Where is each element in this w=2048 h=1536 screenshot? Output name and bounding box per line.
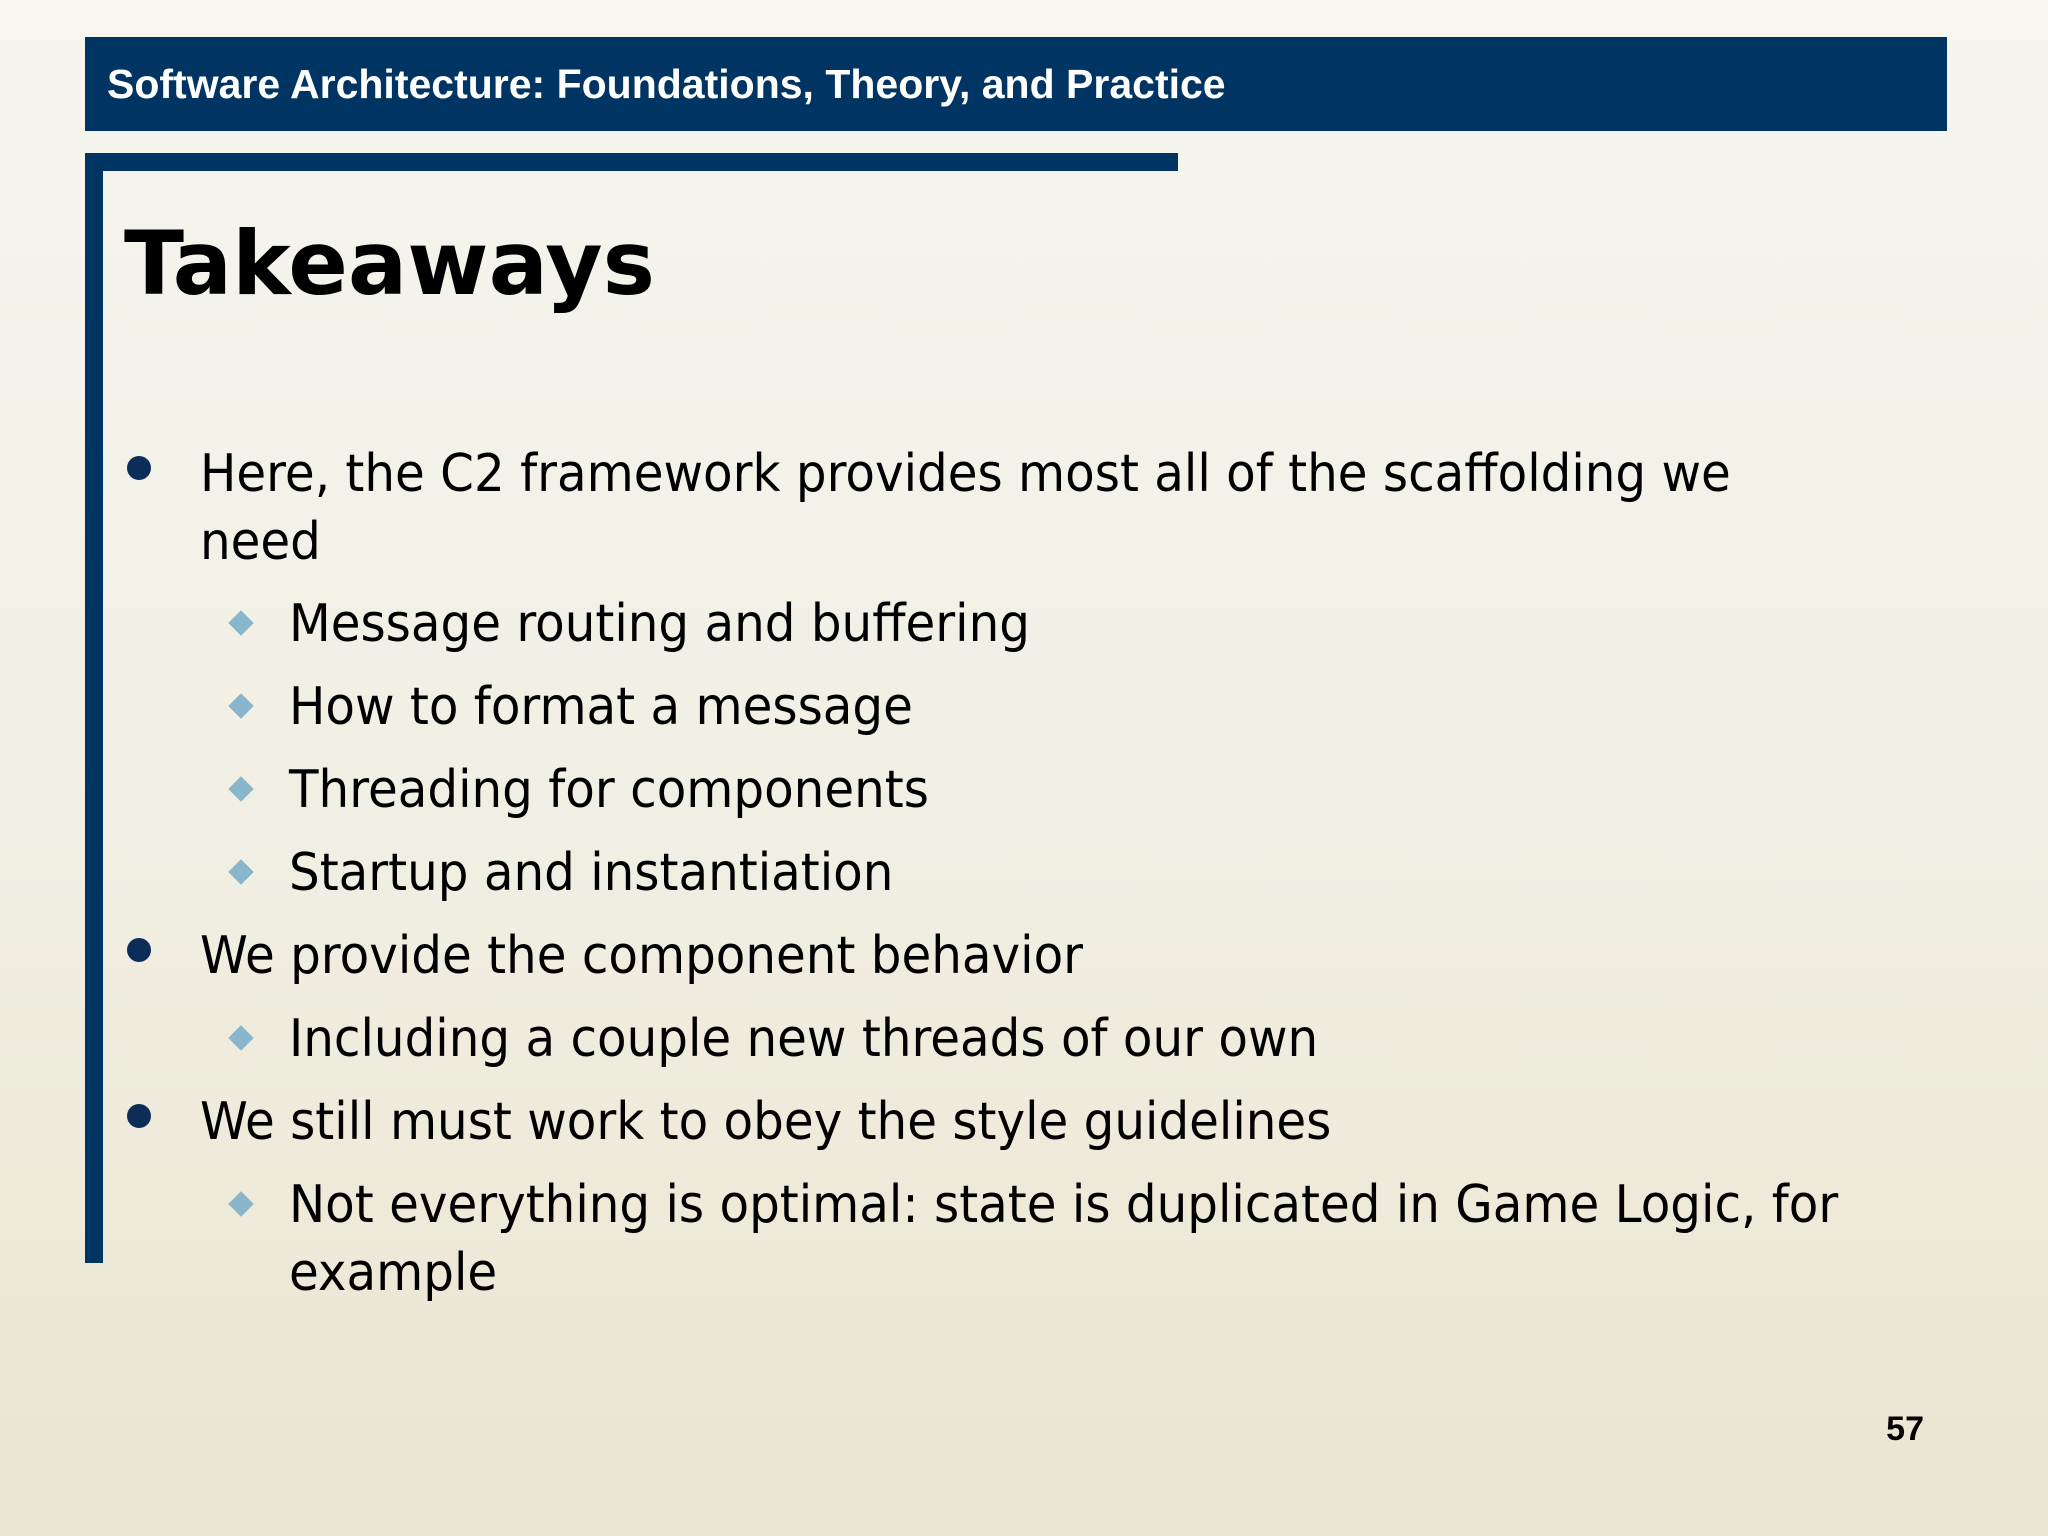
bullet-text: Threading for components xyxy=(289,760,929,820)
bullet-dot-icon xyxy=(127,456,151,480)
bullet-diamond-icon xyxy=(228,1191,253,1216)
bullet-text: How to format a message xyxy=(289,677,913,737)
bullet-text: We provide the component behavior xyxy=(200,926,1084,986)
bullet-diamond-icon xyxy=(228,1025,253,1050)
page-number: 57 xyxy=(1886,1410,1924,1448)
bullet-text: Message routing and buffering xyxy=(289,594,1030,654)
bullet-text: Here, the C2 framework provides most all of the scaffolding we need xyxy=(200,444,1731,572)
bullet-text: Startup and instantiation xyxy=(289,843,894,903)
bullet-diamond-icon xyxy=(228,859,253,884)
bullet-diamond-icon xyxy=(228,693,253,718)
bullet-text: Not everything is optimal: state is duplicated in Game Logic, for example xyxy=(289,1175,1839,1303)
course-title: Software Architecture: Foundations, Theory, and Practice xyxy=(107,61,1226,107)
bullet-dot-icon xyxy=(127,938,151,962)
bullet-text: Including a couple new threads of our own xyxy=(289,1009,1319,1069)
bullet-diamond-icon xyxy=(228,610,253,635)
bullet-dot-icon xyxy=(127,1104,151,1128)
bullet-text: We still must work to obey the style guidelines xyxy=(200,1092,1332,1152)
slide-title: Takeaways xyxy=(124,212,656,315)
bullet-diamond-icon xyxy=(228,776,253,801)
